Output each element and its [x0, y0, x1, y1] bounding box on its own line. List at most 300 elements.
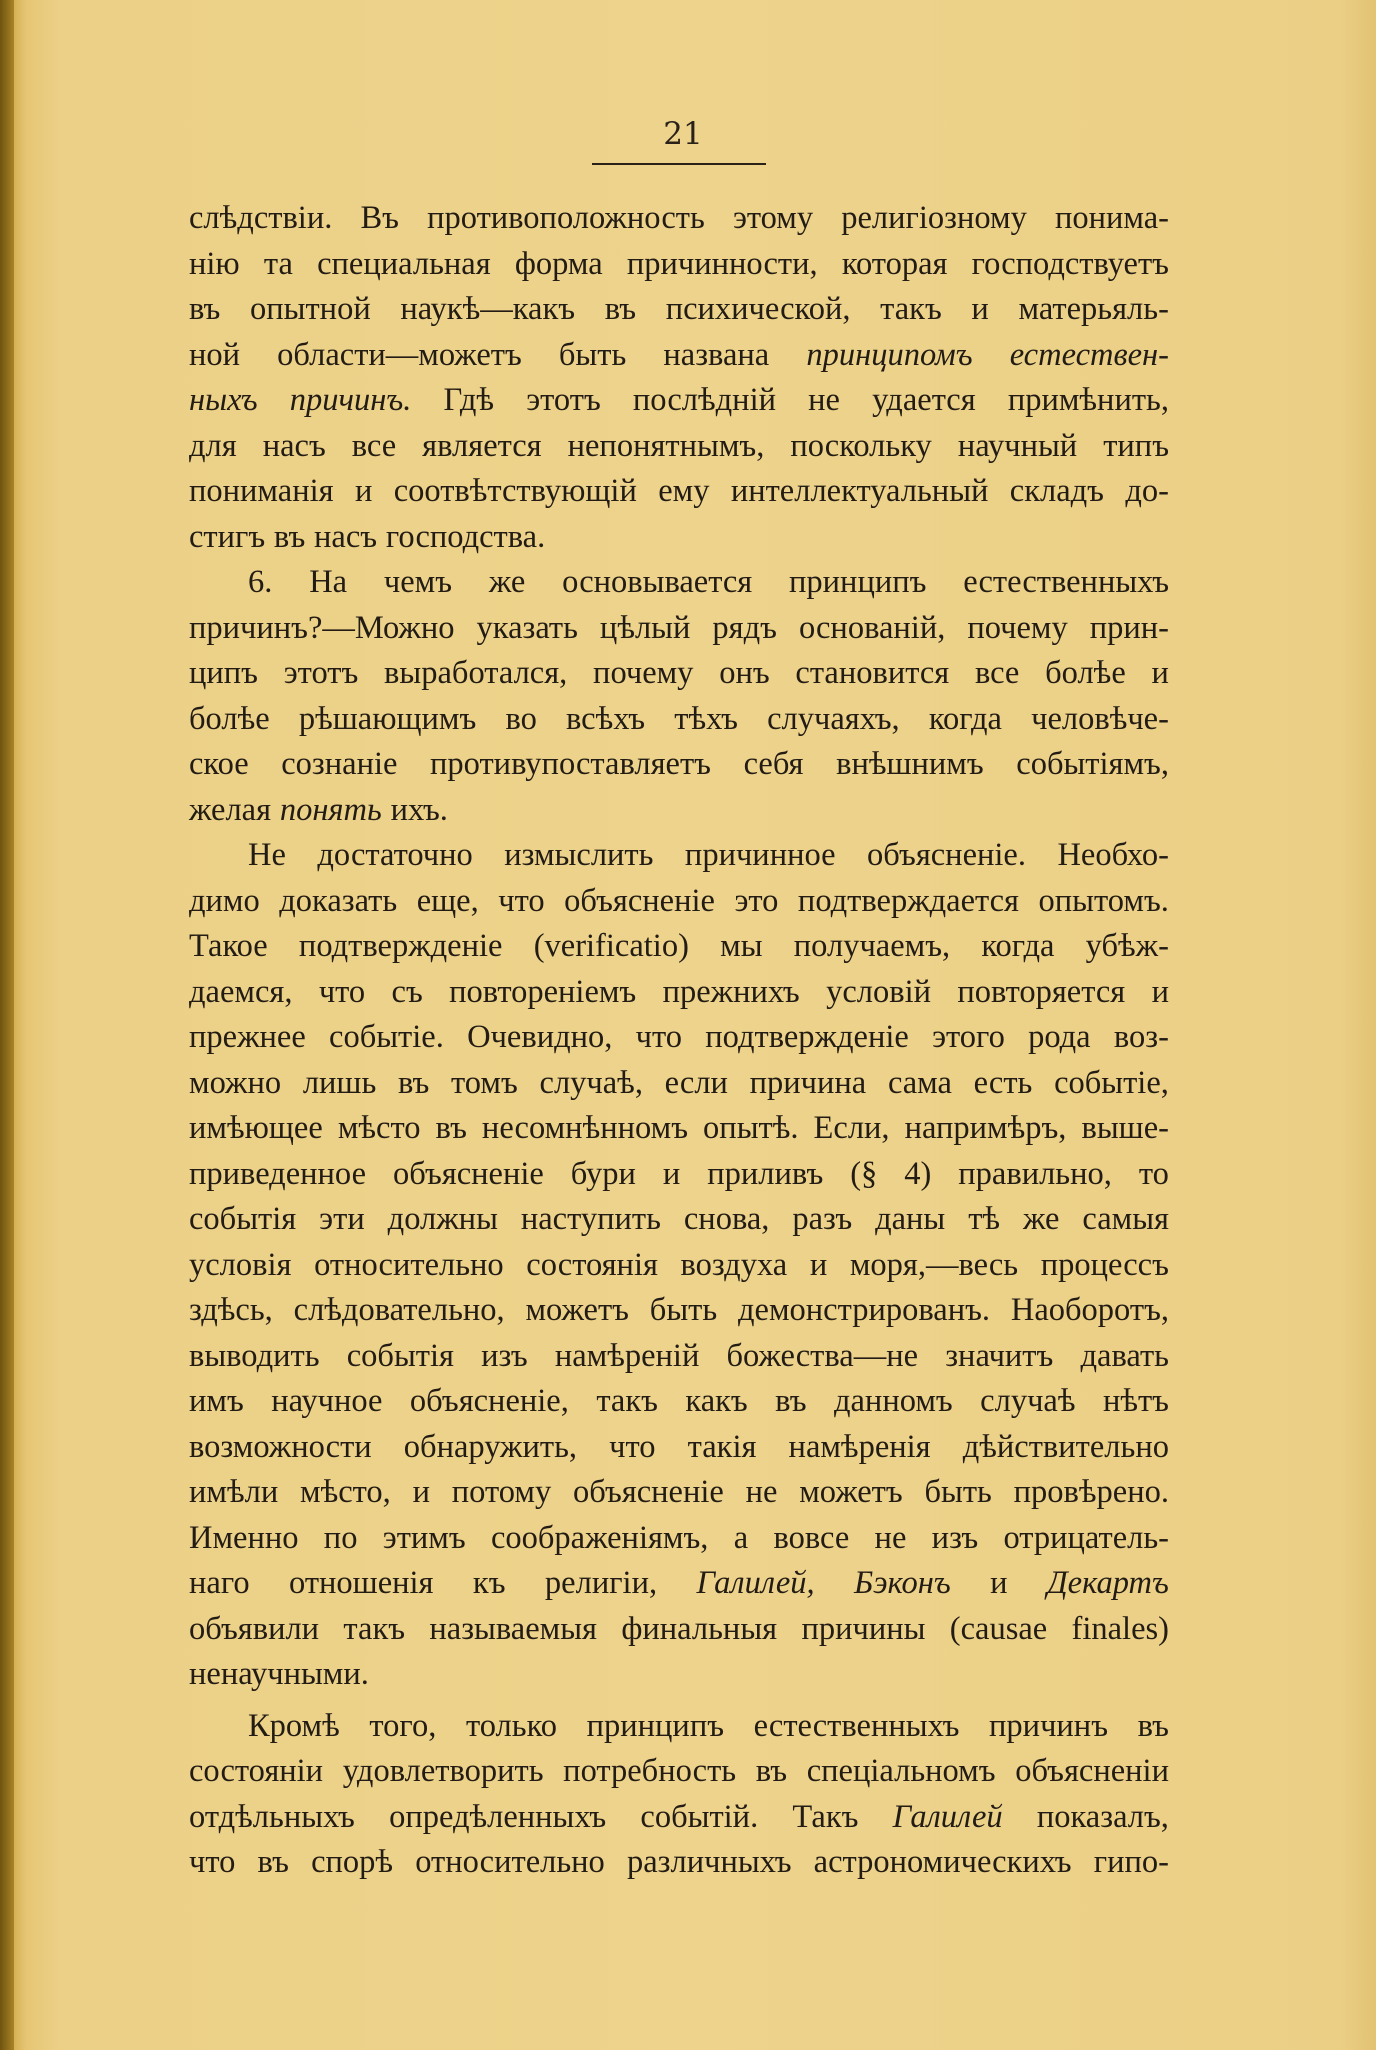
word: различныхъ	[626, 1844, 792, 1880]
word: есть	[973, 1064, 1033, 1101]
word: въ	[435, 1110, 467, 1146]
word: дѣйствительно	[962, 1428, 1169, 1465]
word: объясненіе	[572, 1474, 724, 1510]
word: понять	[279, 791, 382, 828]
text-line	[189, 1561, 1169, 1607]
word: достаточно	[317, 837, 473, 873]
text-line	[189, 287, 1169, 333]
word: во	[505, 700, 537, 737]
word: наступить	[520, 1201, 661, 1237]
word: опытной	[250, 291, 371, 327]
word: причинъ?—Можно	[189, 609, 455, 646]
word: рода	[1028, 1019, 1091, 1055]
word: сама	[887, 1064, 952, 1101]
word: себя	[743, 746, 804, 782]
word: причина	[749, 1064, 867, 1101]
word: (verificatio)	[533, 928, 689, 964]
word: ихъ.	[390, 791, 448, 828]
word: потому	[451, 1474, 552, 1510]
word: такъ	[880, 291, 942, 327]
word: къ	[472, 1565, 506, 1601]
text-line	[189, 879, 1169, 925]
word: (§	[850, 1155, 878, 1192]
word: въ	[397, 1064, 430, 1101]
word: потребность	[563, 1753, 737, 1789]
text-line	[189, 1106, 1169, 1152]
word: мы	[720, 928, 763, 964]
word: для	[189, 427, 237, 464]
word: какъ	[685, 1383, 748, 1419]
text-line	[189, 833, 1169, 879]
word: быть	[558, 336, 627, 373]
word: Именно	[189, 1519, 299, 1556]
text-line	[189, 1840, 1169, 1886]
word: доказать	[279, 882, 398, 919]
word: въ	[257, 1844, 289, 1880]
word: имѣли	[189, 1474, 279, 1510]
word: Гдѣ	[443, 382, 495, 418]
text-line	[189, 560, 1169, 606]
word: не	[745, 1474, 778, 1510]
page-spine-edge	[0, 0, 14, 2050]
word: въ	[189, 291, 221, 327]
word: показалъ,	[1036, 1798, 1169, 1835]
word: что	[498, 882, 545, 919]
word: чемъ	[383, 564, 453, 600]
word: опытомъ.	[1038, 882, 1169, 919]
word: тѣхъ	[674, 700, 738, 737]
word: форма	[514, 245, 603, 282]
word: религіозному	[841, 200, 1027, 236]
word: томъ	[451, 1064, 518, 1101]
word: слѣдовательно,	[293, 1292, 505, 1328]
word: (causae	[949, 1610, 1048, 1647]
word: не	[874, 1519, 907, 1556]
word: эти	[319, 1201, 365, 1237]
word: причины	[801, 1610, 926, 1647]
word: называемыя	[429, 1610, 597, 1647]
word: спорѣ	[311, 1844, 394, 1880]
word: психической,	[665, 291, 851, 327]
word: соображеніямъ,	[490, 1519, 709, 1556]
body-text	[189, 196, 1169, 1886]
word: имъ	[189, 1383, 244, 1419]
word: Необхо-	[1057, 837, 1169, 873]
word: обнаружить,	[403, 1428, 578, 1465]
word: гипо-	[1093, 1844, 1169, 1880]
word: ненаучными.	[189, 1656, 369, 1692]
word: можетъ	[799, 1474, 903, 1510]
word: и	[1151, 655, 1169, 691]
word: поскольку	[790, 427, 932, 464]
word: несомнѣнномъ	[481, 1110, 688, 1146]
text-line	[189, 1015, 1169, 1061]
text-line	[189, 196, 1169, 242]
word: и	[412, 1474, 430, 1510]
word: событіямъ,	[1016, 746, 1169, 782]
word: должны	[387, 1201, 498, 1237]
word: же	[488, 564, 526, 600]
word: въ	[775, 1383, 807, 1419]
word: естественныхъ	[963, 564, 1169, 600]
word: примѣнить,	[1007, 382, 1169, 418]
word: провѣрено.	[1013, 1474, 1169, 1510]
text-line	[189, 1795, 1169, 1841]
word: вовсе	[773, 1519, 850, 1556]
text-line	[189, 1379, 1169, 1425]
word: когда	[981, 928, 1055, 964]
word: почему	[967, 609, 1068, 646]
word: Кромѣ	[248, 1707, 340, 1744]
word: господствуетъ	[971, 245, 1169, 282]
word: по	[323, 1519, 358, 1556]
word: все	[351, 427, 397, 464]
word: этотъ	[526, 382, 601, 418]
word: опытѣ.	[703, 1110, 799, 1146]
text-line	[189, 1243, 1169, 1289]
word: человѣче-	[1031, 700, 1169, 737]
text-line	[189, 697, 1169, 743]
word: прежнее	[189, 1019, 306, 1055]
word: стигъ	[189, 518, 266, 555]
word: болѣе	[1045, 655, 1126, 691]
word: Галилей	[892, 1798, 1003, 1835]
word: естественныхъ	[753, 1707, 960, 1744]
page-number: 21	[663, 116, 703, 152]
word: измыслить	[504, 837, 654, 873]
word: состоянія	[526, 1246, 658, 1283]
word: и	[971, 291, 989, 327]
text-line	[189, 651, 1169, 697]
word: отдѣльныхъ	[189, 1798, 355, 1835]
word: до-	[1125, 473, 1169, 509]
word: ной	[189, 336, 241, 373]
word: Очевидно,	[467, 1019, 613, 1055]
word: области—можетъ	[277, 336, 522, 373]
word: что	[318, 973, 366, 1010]
word: относительно	[415, 1844, 605, 1880]
word: давать	[1080, 1337, 1169, 1374]
word: цѣлый	[599, 609, 691, 646]
word: напримѣръ,	[904, 1110, 1067, 1146]
word: естествен-	[1009, 336, 1169, 373]
word: пониманія	[189, 473, 334, 509]
word: становится	[795, 655, 950, 691]
word: научный	[957, 427, 1078, 464]
word: объясненіе.	[867, 837, 1026, 873]
word: случаяхъ,	[767, 700, 900, 737]
word: выводить	[189, 1337, 320, 1374]
word: интеллектуальный	[730, 473, 989, 509]
word: и	[809, 1246, 828, 1283]
text-line	[189, 1607, 1169, 1653]
word: господства.	[385, 518, 546, 555]
word: удается	[872, 382, 976, 418]
word: возможности	[189, 1428, 372, 1465]
word: наукѣ—какъ	[400, 291, 576, 327]
word: онъ	[719, 655, 770, 691]
word: случаѣ	[980, 1383, 1076, 1419]
word: опредѣленныхъ	[389, 1798, 607, 1835]
word: 4)	[904, 1155, 932, 1192]
word: мѣсто,	[300, 1474, 391, 1510]
word: событіе.	[329, 1019, 444, 1055]
word: Такъ	[792, 1798, 859, 1835]
word: все	[974, 655, 1020, 691]
word: Въ	[360, 200, 399, 236]
text-line	[189, 515, 1169, 561]
word: этого	[932, 1019, 1005, 1055]
word: объясненіе	[392, 1155, 544, 1192]
word: такъ	[343, 1610, 406, 1647]
word: На	[309, 564, 348, 600]
word: же	[1023, 1201, 1060, 1237]
word: наго	[189, 1565, 250, 1601]
word: отношенія	[289, 1565, 434, 1601]
word: Бэконъ	[854, 1565, 951, 1601]
text-line	[189, 1652, 1169, 1698]
text-line	[189, 242, 1169, 288]
word: объясненіе,	[409, 1383, 569, 1419]
word: нѣтъ	[1102, 1383, 1169, 1419]
word: намѣреній	[554, 1337, 700, 1374]
word: что	[609, 1428, 656, 1465]
word: удовлетворить	[342, 1753, 544, 1789]
word: принципомъ	[806, 336, 973, 373]
word: понима-	[1054, 200, 1169, 236]
word: бури	[570, 1155, 636, 1192]
word: причинности,	[626, 245, 818, 282]
text-line	[189, 1425, 1169, 1471]
word: демонстрированъ.	[738, 1292, 991, 1328]
word: относительно	[314, 1246, 504, 1283]
word: финальныя	[621, 1610, 778, 1647]
word: что	[635, 1019, 683, 1055]
word: воздуха	[680, 1246, 788, 1283]
word: не	[808, 382, 840, 418]
word: научное	[271, 1383, 383, 1419]
text-line	[189, 1288, 1169, 1334]
word: того,	[369, 1707, 437, 1744]
word: этому	[732, 200, 814, 236]
word: изъ	[931, 1519, 979, 1556]
word: даемся,	[189, 973, 293, 1010]
text-line	[189, 1061, 1169, 1107]
word: что	[189, 1844, 236, 1880]
word: событія	[189, 1201, 297, 1237]
word: тѣ	[968, 1201, 1001, 1237]
word: религіи,	[544, 1565, 658, 1601]
word: событій.	[640, 1798, 759, 1835]
word: та	[263, 245, 293, 282]
word: выработался,	[384, 655, 568, 691]
word: димо	[189, 882, 260, 919]
word: противоположность	[427, 200, 705, 236]
word: подтвержденіе	[298, 928, 503, 964]
word: а	[733, 1519, 749, 1556]
word: рядъ	[712, 609, 777, 646]
word: въ	[1137, 1707, 1169, 1744]
word: въ	[604, 291, 637, 327]
word: можно	[189, 1064, 282, 1101]
word: самыя	[1082, 1201, 1169, 1237]
word: такъ	[596, 1383, 658, 1419]
word: этотъ	[283, 655, 359, 691]
word: приведенное	[189, 1155, 367, 1192]
word: болѣе	[189, 700, 270, 737]
word: насъ	[314, 518, 378, 555]
word: ныхъ	[189, 382, 258, 418]
word: правильно,	[958, 1155, 1112, 1192]
word: если	[664, 1064, 728, 1101]
word: имѣющее	[189, 1110, 323, 1146]
word: противупоставляетъ	[430, 746, 711, 782]
word: послѣдній	[632, 382, 776, 418]
word: убѣж-	[1085, 928, 1169, 964]
word: божества—не	[726, 1337, 919, 1374]
text-line	[189, 970, 1169, 1016]
word: получаемъ,	[793, 928, 951, 964]
text-line	[189, 1516, 1169, 1562]
word: условій	[826, 973, 932, 1010]
word: и	[354, 473, 373, 509]
text-line	[189, 606, 1169, 652]
word: ему	[658, 473, 710, 509]
word: желая	[189, 791, 272, 828]
text-line	[189, 788, 1169, 834]
word: объявили	[189, 1610, 320, 1647]
word: которая	[841, 245, 948, 282]
word: это	[734, 882, 779, 919]
word: выше-	[1081, 1110, 1169, 1146]
word: внѣшнимъ	[836, 746, 984, 782]
word: значитъ	[945, 1337, 1054, 1374]
word: соотвѣтствующій	[393, 473, 637, 509]
word: случаѣ,	[539, 1064, 643, 1101]
word: событіе,	[1054, 1064, 1169, 1101]
text-line	[189, 924, 1169, 970]
word: почему	[593, 655, 694, 691]
word: типъ	[1103, 427, 1169, 464]
word: и	[990, 1565, 1008, 1601]
word: объясненіи	[1015, 1753, 1169, 1789]
word: условія	[189, 1246, 292, 1283]
word: принципъ	[789, 564, 927, 600]
page-number-rule	[592, 163, 766, 165]
text-line	[189, 1334, 1169, 1380]
word: причинное	[684, 837, 836, 873]
word: снова,	[683, 1201, 770, 1237]
word: является	[422, 427, 542, 464]
word: приливъ	[707, 1155, 824, 1192]
text-line	[189, 1470, 1169, 1516]
word: подтверждается	[797, 882, 1020, 919]
word: даны	[875, 1201, 946, 1237]
word: когда	[928, 700, 1002, 737]
word: отрицатель-	[1003, 1519, 1169, 1556]
word: мѣсто	[337, 1110, 421, 1146]
word: еще,	[416, 882, 479, 919]
text-line	[189, 1152, 1169, 1198]
word: событія	[346, 1337, 454, 1374]
text-line	[189, 424, 1169, 470]
word: насъ	[262, 427, 326, 464]
word: Декартъ	[1046, 1565, 1169, 1601]
word: лишь	[302, 1064, 377, 1101]
word: специальная	[317, 245, 491, 282]
text-line	[189, 1704, 1169, 1750]
word: складъ	[1009, 473, 1104, 509]
word: 6.	[248, 564, 273, 600]
word: воз-	[1113, 1019, 1169, 1055]
word: Наоборотъ,	[1010, 1292, 1169, 1328]
word: основаній,	[798, 609, 946, 646]
word: такія	[687, 1428, 757, 1465]
word: этимъ	[382, 1519, 466, 1556]
word: нію	[189, 245, 240, 282]
word: здѣсь,	[189, 1292, 273, 1328]
word: Такое	[189, 928, 268, 964]
word: сознаніе	[281, 746, 398, 782]
word: непонятнымъ,	[567, 427, 765, 464]
word: прежнихъ	[662, 973, 800, 1010]
word: данномъ	[833, 1383, 953, 1419]
word: процессъ	[1040, 1246, 1169, 1283]
word: быть	[649, 1292, 718, 1328]
word: въ	[755, 1753, 788, 1789]
word: Галилей,	[696, 1565, 815, 1601]
word: намѣренія	[788, 1428, 931, 1465]
word: основывается	[562, 564, 753, 600]
text-line	[189, 333, 1169, 379]
word: изъ	[481, 1337, 528, 1374]
word: можетъ	[525, 1292, 629, 1328]
word: моря,—весь	[849, 1246, 1019, 1283]
word: Не	[248, 837, 286, 873]
word: причинъ	[989, 1707, 1109, 1744]
word: названа	[663, 336, 770, 373]
word: finales)	[1071, 1610, 1169, 1647]
word: всѣхъ	[566, 700, 646, 737]
word: повторяется	[957, 973, 1126, 1010]
word: съ	[391, 973, 423, 1010]
word: рѣшающимъ	[298, 700, 477, 737]
word: то	[1138, 1155, 1169, 1192]
word: спеціальномъ	[806, 1753, 996, 1789]
text-line	[189, 469, 1169, 515]
word: и	[1151, 973, 1169, 1010]
word: прин-	[1089, 609, 1169, 646]
word: объясненіе	[564, 882, 715, 919]
word: слѣдствіи.	[189, 200, 333, 236]
word: быть	[924, 1474, 992, 1510]
word: подтвержденіе	[705, 1019, 909, 1055]
word: ципъ	[189, 655, 258, 691]
word: въ	[273, 518, 306, 555]
word: Если,	[813, 1110, 890, 1146]
text-line	[189, 742, 1169, 788]
text-line	[189, 1749, 1169, 1795]
word: состояніи	[189, 1753, 324, 1789]
word: ское	[189, 746, 249, 782]
word: и	[662, 1155, 681, 1192]
word: указать	[476, 609, 578, 646]
word: матерьяль-	[1018, 291, 1169, 327]
word: только	[465, 1707, 557, 1744]
word: повтореніемъ	[449, 973, 637, 1010]
word: разъ	[792, 1201, 853, 1237]
word: астрономическихъ	[813, 1844, 1072, 1880]
